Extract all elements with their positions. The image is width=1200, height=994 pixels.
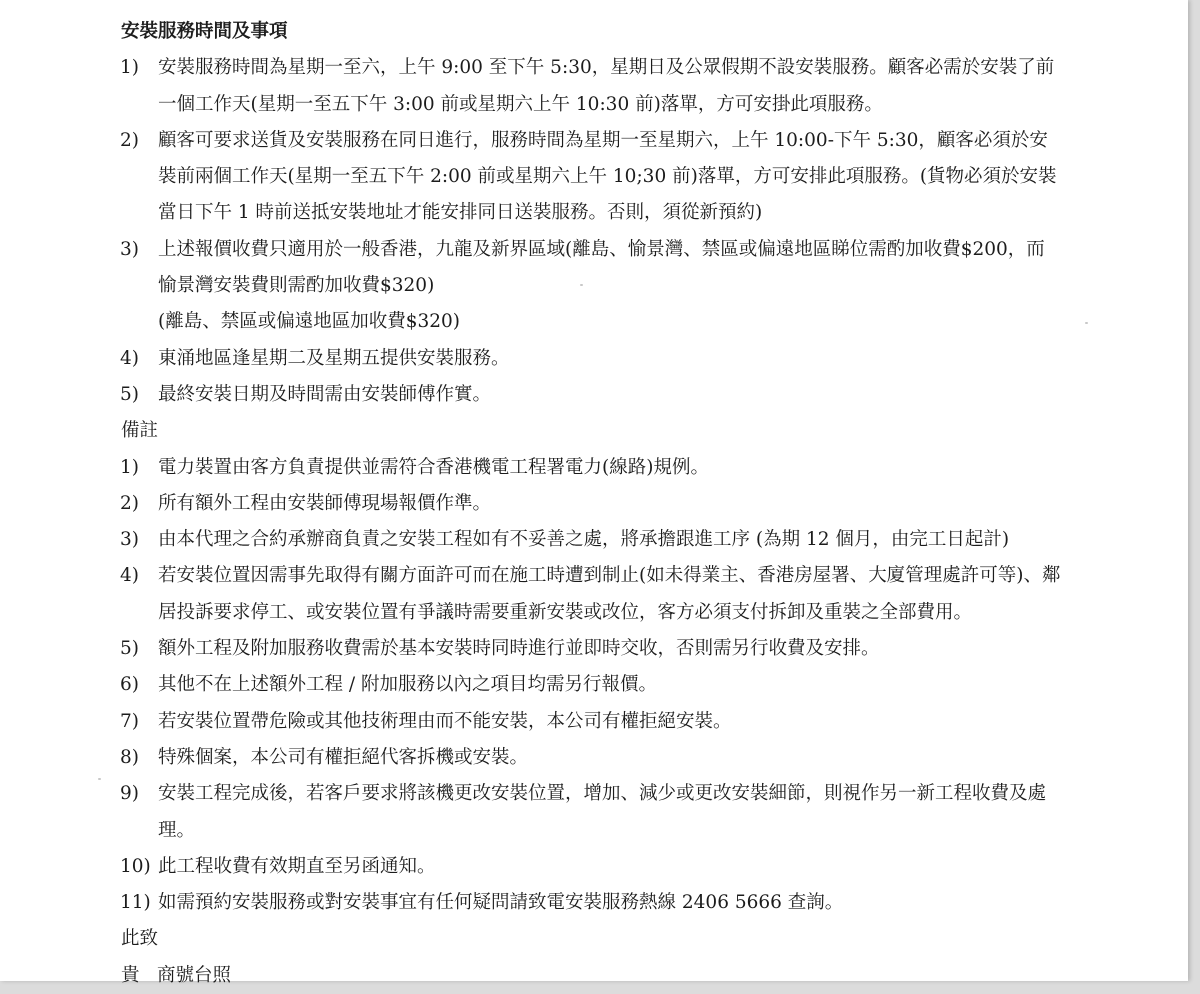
item-number: 4) xyxy=(120,347,139,369)
item-number: 1) xyxy=(120,57,139,79)
scan-speck xyxy=(1085,322,1088,324)
section-title-install: 安裝服務時間及事項 xyxy=(121,21,288,42)
closing-addressee-name: 商號台照 xyxy=(157,964,232,986)
item-text: 由本代理之合約承辦商負責之安裝工程如有不妥善之處，將承擔跟進工序 (為期 12 個月，由完工日起計) xyxy=(158,529,1010,551)
item-number: 5) xyxy=(120,638,139,660)
item-text: 東涌地區逢星期二及星期五提供安裝服務。 xyxy=(158,347,510,369)
scan-speck xyxy=(98,778,101,780)
item-text-continued: 理。 xyxy=(158,819,196,841)
note-item-7 xyxy=(0,704,1188,740)
item-text: 若安裝位置帶危險或其他技術理由而不能安裝，本公司有權拒絕安裝。 xyxy=(158,710,732,732)
note-item-4 xyxy=(0,558,1188,594)
item-text-continued: 居投訴要求停工、或安裝位置有爭議時需要重新安裝或改位，客方必須支付拆卸及重裝之全部費用。 xyxy=(158,601,973,623)
item-number: 3) xyxy=(120,238,139,260)
item-text-continued: 當日下午 1 時前送抵安裝地址才能安排同日送裝服務。否則，須從新預約) xyxy=(158,202,763,224)
item-text: 此工程收費有效期直至另函通知。 xyxy=(158,855,436,877)
item-text-continued: 一個工作天(星期一至五下午 3:00 前或星期六上午 10:30 前)落單，方可安掛此項服務。 xyxy=(158,93,883,115)
item-number: 1) xyxy=(120,456,139,478)
item-text-continued: (離島、禁區或偏遠地區加收費$320) xyxy=(158,311,461,333)
note-item-1 xyxy=(0,450,1188,486)
item-text-continued: 裝前兩個工作天(星期一至五下午 2:00 前或星期六上午 10;30 前)落單，方可安排此項服務。(貨物必須於安裝 xyxy=(158,166,1057,188)
item-text: 其他不在上述額外工程 / 附加服務以內之項目均需另行報價。 xyxy=(158,674,657,696)
item-text-continued: 愉景灣安裝費則需酌加收費$320) xyxy=(158,275,435,297)
item-text: 額外工程及附加服務收費需於基本安裝時同時進行並即時交收，否則需另行收費及安排。 xyxy=(158,638,880,660)
item-number: 7) xyxy=(120,710,139,732)
closing-salutation: 此致 xyxy=(121,928,159,950)
item-text: 顧客可要求送貨及安裝服務在同日進行，服務時間為星期一至星期六，上午 10:00-下午 5:30，顧客必須於安 xyxy=(158,129,1048,151)
item-text: 上述報價收費只適用於一般香港，九龍及新界區域(離島、愉景灣、禁區或偏遠地區睇位需酌加收費$200，而 xyxy=(158,238,1045,260)
install-item-3 xyxy=(0,232,1188,268)
item-text: 電力裝置由客方負責提供並需符合香港機電工程署電力(線路)規例。 xyxy=(158,456,709,478)
install-item-4 xyxy=(0,341,1188,377)
item-number: 2) xyxy=(120,129,139,151)
note-item-2 xyxy=(0,486,1188,522)
item-number: 10) xyxy=(120,855,151,877)
item-number: 8) xyxy=(120,746,139,768)
item-text: 所有額外工程由安裝師傅現場報價作準。 xyxy=(158,492,492,514)
note-item-8 xyxy=(0,740,1188,776)
item-text: 如需預約安裝服務或對安裝事宜有任何疑問請致電安裝服務熱線 2406 5666 查詢。 xyxy=(158,892,844,914)
note-item-11 xyxy=(0,885,1188,921)
item-number: 4) xyxy=(120,565,139,587)
note-item-3 xyxy=(0,522,1188,558)
install-item-5 xyxy=(0,377,1188,413)
install-item-1 xyxy=(0,50,1188,86)
closing-addressee xyxy=(0,958,1188,994)
section-title-notes: 備註 xyxy=(121,420,159,442)
note-item-6 xyxy=(0,667,1188,703)
item-text: 安裝工程完成後，若客戶要求將該機更改安裝位置，增加、減少或更改安裝細節，則視作另一新工程收費及處 xyxy=(158,783,1047,805)
item-number: 6) xyxy=(120,674,139,696)
item-number: 3) xyxy=(120,529,139,551)
item-number: 5) xyxy=(120,383,139,405)
item-text: 若安裝位置因需事先取得有關方面許可而在施工時遭到制止(如未得業主、香港房屋署、大廈管理處許可等)、鄰 xyxy=(158,565,1061,587)
scan-speck xyxy=(580,284,583,286)
item-number: 2) xyxy=(120,492,139,514)
item-text: 特殊個案，本公司有權拒絕代客拆機或安裝。 xyxy=(158,746,529,768)
item-text: 安裝服務時間為星期一至六，上午 9:00 至下午 5:30，星期日及公眾假期不設安裝服務。顧客必需於安裝了前 xyxy=(158,57,1055,79)
document-body xyxy=(0,14,1188,994)
note-item-10 xyxy=(0,849,1188,885)
note-item-9 xyxy=(0,776,1188,812)
note-item-5 xyxy=(0,631,1188,667)
item-number: 9) xyxy=(120,783,139,805)
install-item-2 xyxy=(0,123,1188,159)
item-text: 最終安裝日期及時間需由安裝師傅作實。 xyxy=(158,383,492,405)
item-number: 11) xyxy=(120,892,151,914)
closing-honorific: 貴 xyxy=(121,964,140,986)
